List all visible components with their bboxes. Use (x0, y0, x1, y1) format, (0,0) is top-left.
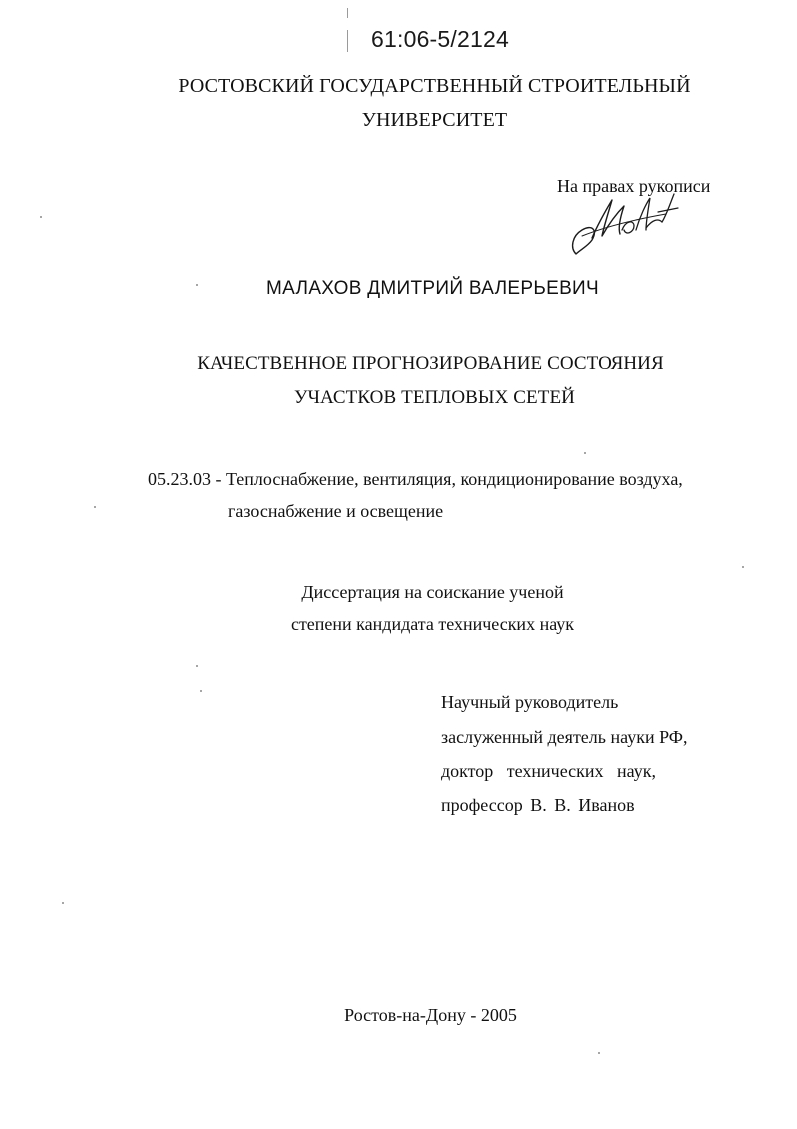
degree-statement-line1: Диссертация на соискание ученой (301, 582, 564, 602)
dissertation-title-line2: УЧАСТКОВ ТЕПЛОВЫХ СЕТЕЙ (294, 387, 575, 408)
supervisor-title: заслуженный деятель науки РФ, (441, 727, 688, 747)
scan-speck (742, 566, 744, 568)
institution-name-line1: РОСТОВСКИЙ ГОСУДАРСТВЕННЫЙ СТРОИТЕЛЬНЫЙ (178, 75, 691, 97)
manuscript-rights-note: На правах рукописи (557, 176, 711, 196)
scan-speck (40, 216, 42, 218)
author-name: МАЛАХОВ ДМИТРИЙ ВАЛЕРЬЕВИЧ (266, 278, 599, 299)
scan-speck (196, 284, 198, 286)
scan-speck (200, 690, 202, 692)
degree-statement-line2: степени кандидата технических наук (290, 614, 575, 634)
author-signature (562, 190, 682, 260)
scan-speck (196, 665, 198, 667)
scan-mark (347, 8, 348, 18)
scan-mark (347, 30, 348, 52)
specialty-code-line1: 05.23.03 - Теплоснабжение, вентиляция, кондиционирование воздуха, (148, 469, 683, 489)
scan-speck (94, 506, 96, 508)
scan-speck (584, 452, 586, 454)
dissertation-title-line1: КАЧЕСТВЕННОЕ ПРОГНОЗИРОВАНИЕ СОСТОЯНИЯ (197, 353, 664, 374)
scan-speck (598, 1052, 600, 1054)
institution-name-line2: УНИВЕРСИТЕТ (361, 109, 508, 131)
registry-code: 61:06-5/2124 (371, 26, 509, 52)
specialty-code-line2: газоснабжение и освещение (228, 501, 444, 521)
supervisor-name: профессор В. В. Иванов (441, 795, 635, 815)
supervisor-heading: Научный руководитель (441, 692, 619, 712)
supervisor-degree: доктор технических наук, (441, 761, 656, 781)
scan-speck (62, 902, 64, 904)
city-and-year: Ростов-на-Дону - 2005 (344, 1005, 517, 1025)
